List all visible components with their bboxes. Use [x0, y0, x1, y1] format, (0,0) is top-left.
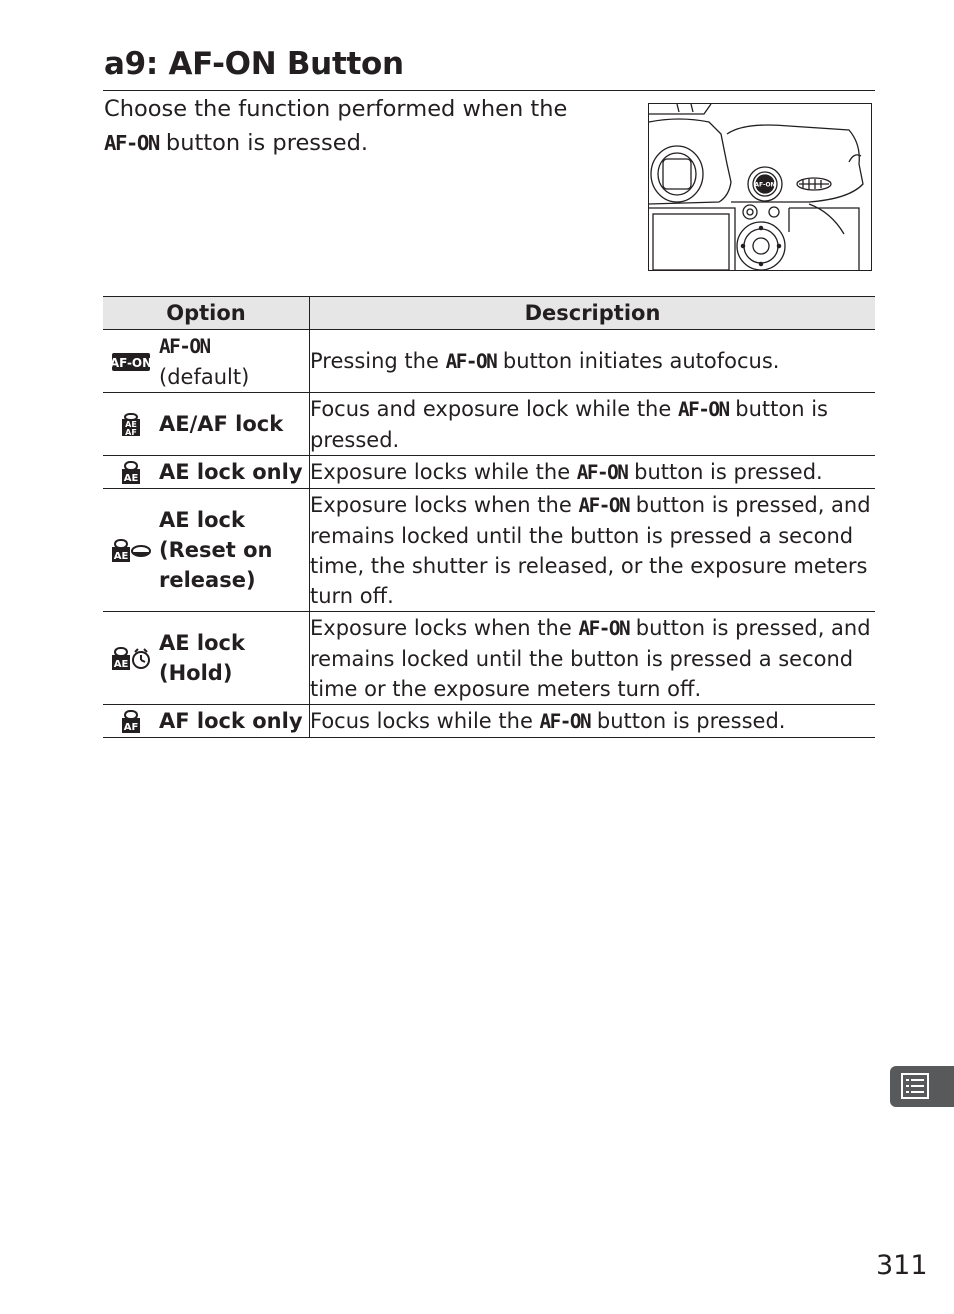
- ae-lock-icon: [121, 462, 141, 484]
- description-keyword: AF-ON: [576, 460, 628, 484]
- option-description: Exposure locks while the AF-ON button is pressed.: [310, 456, 876, 489]
- camera-af-on-label: AF-ON: [754, 181, 776, 189]
- options-table: [103, 296, 875, 738]
- table-row: [103, 705, 875, 738]
- table-row: [103, 489, 875, 612]
- description-keyword: AF-ON: [445, 349, 497, 373]
- table-row: [103, 612, 875, 705]
- header-option: Option: [103, 297, 310, 330]
- table-row: [103, 330, 875, 393]
- svg-text:AF-ON: AF-ON: [109, 356, 153, 370]
- option-name: AF lock only: [159, 705, 310, 738]
- section-tab[interactable]: [890, 1066, 954, 1107]
- table-row: [103, 456, 875, 489]
- table-row: [103, 393, 875, 456]
- af-lock-icon: [121, 711, 141, 733]
- option-description: Focus locks while the AF-ON button is pressed.: [310, 705, 876, 738]
- option-description: Exposure locks when the AF-ON button is pressed, and remains locked until the button is pressed a second time, the shutter is released, or the exposure meters turn off.: [310, 489, 876, 612]
- option-description: Exposure locks when the AF-ON button is pressed, and remains locked until the button is pressed a second time or the exposure meters turn off.: [310, 612, 876, 705]
- option-description: Focus and exposure lock while the AF-ON button is pressed.: [310, 393, 876, 456]
- svg-text:AE: AE: [113, 551, 129, 562]
- intro-keyword: AF-ON: [104, 131, 159, 155]
- page-number: 311: [876, 1250, 928, 1281]
- table-header-row: [103, 297, 875, 330]
- svg-text:AE: AE: [125, 420, 137, 429]
- camera-back-drawing: [649, 104, 871, 270]
- intro-line-1: Choose the function performed when the: [104, 96, 568, 122]
- description-keyword: AF-ON: [539, 709, 591, 733]
- description-keyword: AF-ON: [677, 397, 729, 421]
- menu-list-icon: [890, 1066, 954, 1107]
- camera-back-illustration: [648, 103, 872, 271]
- option-name-keyword: AF-ON: [159, 334, 210, 358]
- page-title: a9: AF-ON Button: [104, 46, 404, 82]
- option-name: AE/AF lock: [159, 393, 310, 456]
- svg-text:AE: AE: [123, 473, 139, 484]
- header-description: Description: [310, 297, 876, 330]
- af-on-icon: [109, 352, 153, 372]
- option-name: AE lock only: [159, 456, 310, 489]
- option-name-suffix: (default): [159, 364, 250, 389]
- option-name: AE lock (Reset on release): [159, 489, 310, 612]
- ae-lock-reset-icon: [111, 540, 151, 562]
- description-keyword: AF-ON: [578, 616, 630, 640]
- svg-text:AE: AE: [113, 659, 129, 670]
- option-description: Pressing the AF-ON button initiates autofocus.: [310, 330, 876, 393]
- intro-line-2: button is pressed.: [158, 130, 369, 156]
- title-divider: [103, 90, 875, 91]
- svg-text:AF: AF: [125, 428, 137, 437]
- ae-lock-hold-icon: [111, 648, 151, 670]
- svg-text:AF: AF: [123, 722, 139, 733]
- option-name: AE lock (Hold): [159, 612, 310, 705]
- intro-text: [104, 92, 624, 160]
- ae-af-lock-icon: [121, 414, 141, 436]
- description-keyword: AF-ON: [578, 493, 630, 517]
